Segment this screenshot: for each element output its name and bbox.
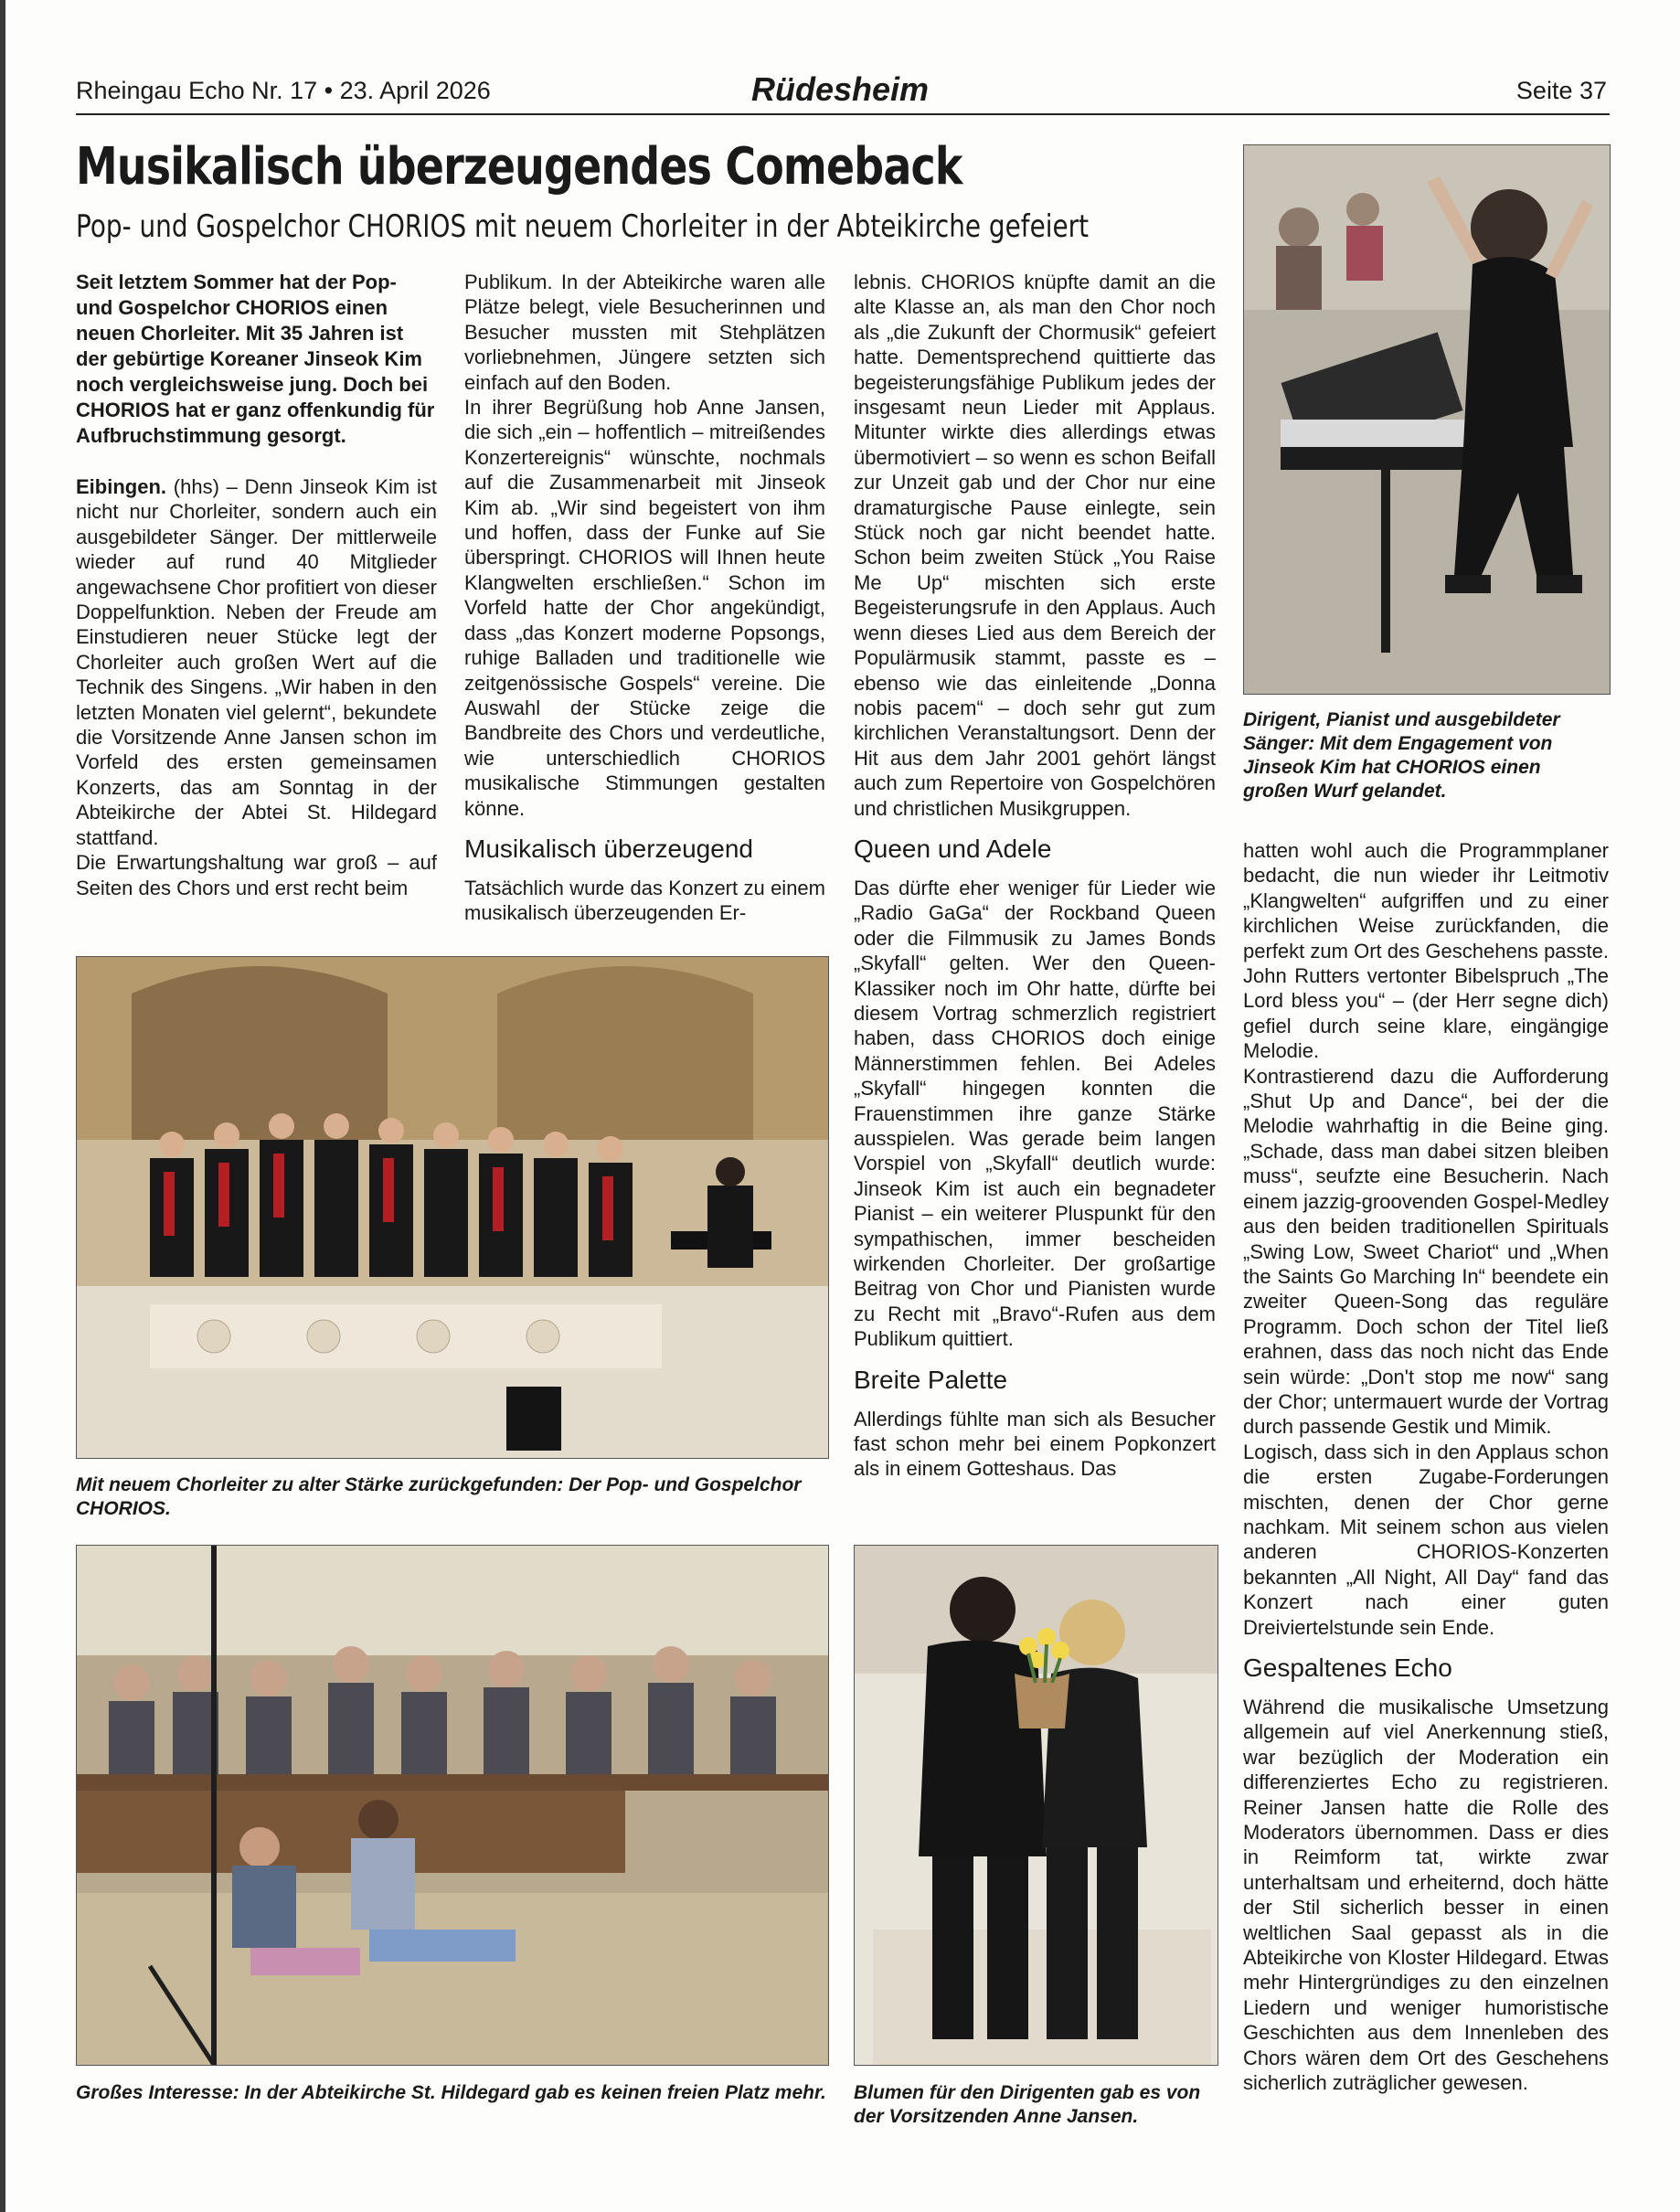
subheading: Queen und Adele — [854, 834, 1052, 863]
column-3 — [854, 270, 1216, 1482]
caption-conductor: Dirigent, Pianist und ausgebildeter Sänger: Mit dem Engagement von Jinseok Kim hat CHORIOS einen großen Wurf gelandet. — [1243, 709, 1560, 802]
photo-conductor — [1243, 144, 1611, 695]
column-1 — [76, 270, 437, 900]
paragraph: Das dürfte eher weniger für Lieder wie „Radio GaGa“ der Rockband Queen oder die Filmmusik zu James Bonds „Skyfall“ gelten. Wer den Queen-Klassiker noch im Ohr hatte, dürfte bei diesem Vortrag schmerzlich registriert haben, dass CHORIOS doch einige Männerstimmen fehlen. Bei Adeles „Skyfall“ hingegen konnten die Frauenstimmen ihre ganze Stärke ausspielen. Was gerade beim langen Vorspiel von „Skyfall“ deutlich wurde: Jinseok Kim ist auch ein begnadeter Pianist – ein weiterer Pluspunkt für den sympathischen, immer bescheiden wirkenden Chorleiter. Der großartige Beitrag von Chor und Pianisten wurde zu Recht mit „Bravo“-Rufen aus dem Publikum quittiert. — [854, 876, 1216, 1351]
photo-flowers — [854, 1545, 1218, 2066]
article-lead: Seit letztem Sommer hat der Pop- und Gospelchor CHORIOS einen neuen Chorleiter. Mit 35 Jahren ist der gebürtige Koreaner Jinseok Kim noch vergleichsweise jung. Doch bei CHORIOS hat er ganz offenkundig für Aufbruchstimmung gesorgt. — [76, 271, 435, 447]
paragraph: Publikum. In der Abteikirche waren alle Plätze belegt, viele Besucherinnen und Besucher mussten mit Stehplätzen vorliebnehmen, Jüngere setzten sich einfach auf den Boden. — [464, 271, 825, 394]
photo-choir — [76, 956, 829, 1459]
paragraph: Die Erwartungshaltung war groß – auf Seiten des Chors und erst recht beim — [76, 851, 437, 899]
dateline: Eibingen. — [76, 475, 166, 498]
paragraph — [76, 474, 437, 850]
caption-choir: Mit neuem Chorleiter zu alter Stärke zurückgefunden: Der Pop- und Gospelchor CHORIOS. — [76, 1474, 802, 1519]
subheading: Musikalisch überzeugend — [464, 834, 753, 863]
caption-flowers: Blumen für den Dirigenten gab es von der Vorsitzenden Anne Jansen. — [854, 2082, 1201, 2127]
page-number: Seite 37 — [1515, 77, 1607, 104]
page-edge — [0, 0, 5, 2212]
header-rule — [76, 113, 1610, 115]
paragraph: Kontrastierend dazu die Aufforderung „Shut Up and Dance“, bei der die Melodie wahrhaftig in die Beine ging. „Schade, dass man dabei sitzen bleiben muss“, seufzte eine Besucherin. Nach einem jazzig-groovenden Gospel-Medley aus den beiden traditionellen Spirituals „Swing Low, Sweet Chariot“ und „When the Saints Go Marching In“ beendete ein zweiter Queen-Song das reguläre Programm. Doch schon der Titel ließ erahnen, dass das noch nicht das Ende sein würde: „Don't stop me now“ sang der Chor; untermauert wurde der Vortrag durch passende Gestik und Mimik. — [1243, 1064, 1609, 1439]
publication-info: Rheingau Echo Nr. 17 • 23. April 2026 — [76, 77, 491, 104]
paragraph: In ihrer Begrüßung hob Anne Jansen, die sich „ein – hoffentlich – mitreißendes Konzertereignis“ wünschte, nochmals auf die Zusammenarbeit mit Jinseok Kim ab. „Wir sind begeistert von ihm und hoffen, dass der Funke auf Sie überspringt. CHORIOS will Ihnen heute Klangwelten erschließen.“ Schon im Vorfeld hatte der Chor angekündigt, dass „das Konzert moderne Popsongs, ruhige Balladen und traditionelle wie zeitgenössische Gospels“ vereine. Die Auswahl der Stücke zeige die Bandbreite des Chors und verdeutliche, wie unterschiedlich CHORIOS musikalische Stimmungen gestalten könne. — [464, 396, 825, 820]
section-title: Rüdesheim — [750, 70, 930, 108]
article-headline: Musikalisch überzeugendes Comeback — [76, 137, 962, 197]
subheading: Breite Palette — [854, 1365, 1008, 1394]
paragraph: Tatsächlich wurde das Konzert zu einem musikalisch überzeugenden Er- — [464, 876, 825, 925]
paragraph: Während die musikalische Umsetzung allgemein auf viel Anerkennung stieß, war bezüglich der Moderation ein differenziertes Echo zu registrieren. Reiner Jansen hatte die Rolle des Moderators übernommen. Dass er dies in Reimform tat, wirkte zwar unterhaltsam und erheiternd, doch hätte der Stil sicherlich besser in einen weltlichen Saal gepasst als in die Abteikirche von Kloster Hildegard. Etwas mehr Hintergründiges zu den einzelnen Liedern und weniger humoristische Geschichten aus dem Innenleben des Chors wären dem Ort des Geschehens sicherlich zuträglicher gewesen. — [1243, 1696, 1609, 2095]
photo-audience — [76, 1545, 829, 2066]
column-4 — [1243, 838, 1609, 2096]
caption-audience: Großes Interesse: In der Abteikirche St. Hildegard gab es keinen freien Platz mehr. — [76, 2082, 826, 2103]
paragraph: Logisch, dass sich in den Applaus schon die ersten Zugabe-Forderungen mischten, denen der Chor gerne nachkam. Mit seinem schon aus vielen anderen CHORIOS-Konzerten bekannten „All Night, All Day“ fand das Konzert nach einer guten Dreiviertelstunde sein Ende. — [1243, 1440, 1609, 1639]
paragraph-text: (hhs) – Denn Jinseok Kim ist nicht nur Chorleiter, sondern auch ein ausgebildeter Sänger. Der mittlerweile wieder auf rund 40 Mitglieder angewachsene Chor profitiert von dieser Doppelfunktion. Neben der Freude am Einstudieren neuer Stücke legt der Chorleiter auch großen Wert auf die Technik des Singens. „Wir haben in den letzten Monaten viel gelernt“, bekundete die Vorsitzende Anne Jansen schon im Vorfeld des ersten gemeinsamen Konzerts, das am Sonntag in der Abteikirche der Abtei St. Hildegard stattfand. — [76, 475, 438, 849]
subheading: Gespaltenes Echo — [1243, 1654, 1452, 1682]
paragraph: lebnis. CHORIOS knüpfte damit an die alte Klasse an, als man den Chor noch als „die Zukunft der Chormusik“ gefeiert hatte. Dementsprechend quittierte das begeisterungsfähige Publikum jedes der insgesamt neun Lieder mit Applaus. Mitunter wirkte dies allerdings etwas übermotiviert – so wenn es schon Beifall zur Unzeit gab und der Chor nur eine dramaturgische Pause einlegte, sein Stück noch gar nicht beendet hatte. Schon beim zweiten Stück „You Raise Me Up“ mischten sich erste Begeisterungsrufe in den Applaus. Auch wenn dieses Lied aus dem Bereich der Populärmusik stammt, passte es – ebenso wie das einleitende „Donna nobis pacem“ – doch sehr gut zum kirchlichen Veranstaltungsort. Denn der Hit aus dem Jahr 2001 gehört längst auch zum Repertoire von Gospelchören und christlichen Musikgruppen. — [854, 271, 1216, 820]
article-subheadline: Pop- und Gospelchor CHORIOS mit neuem Chorleiter in der Abteikirche gefeiert — [76, 208, 1090, 245]
paragraph: hatten wohl auch die Programmplaner bedacht, die nun wieder ihr Leitmotiv „Klangwelten“ aufgriffen und zu einer kirchlichen Weise zurückfanden, die perfekt zum Ort des Geschehens passte. John Rutters vertonter Bibelspruch „The Lord bless you“ – (der Herr segne dich) gefiel durch seine klare, eingängige Melodie. — [1243, 839, 1609, 1063]
paragraph: Allerdings fühlte man sich als Besucher fast schon mehr bei einem Popkonzert als in einem Gotteshaus. Das — [854, 1407, 1216, 1481]
column-2 — [464, 270, 825, 926]
